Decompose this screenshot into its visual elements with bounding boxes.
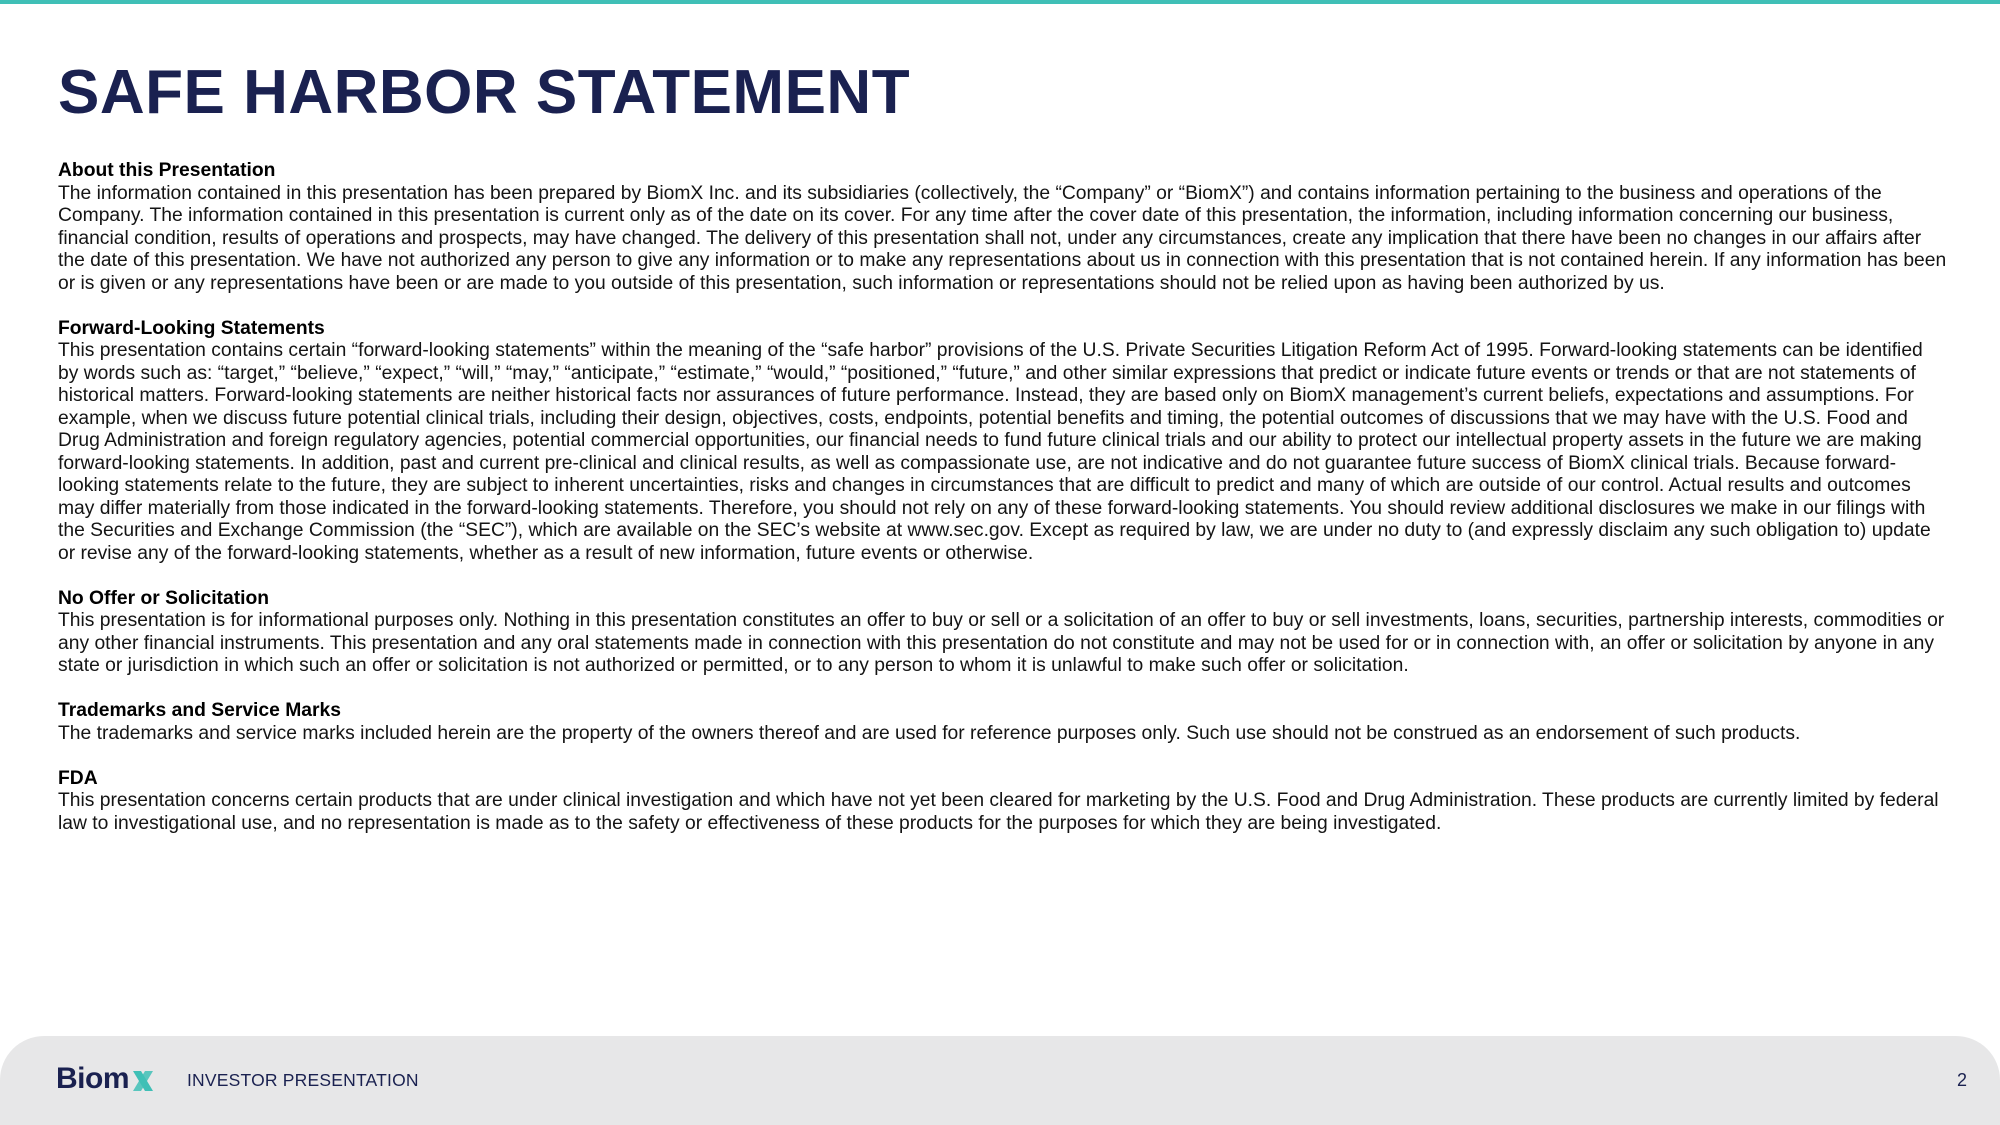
section-body: This presentation contains certain “forward-looking statements” within the meaning of the “safe harbor” provisions of the U.S. Private Securities Litigation Reform Act of 1995. Forward-looking statements can be identified by words such as: “target,” “believe,” “expect,” “will,” “may,” “anticipate,” “estimate,” “would,” “positioned,” “future,” and other similar expressions that predict or indicate future events or trends or that are not statements of historical matters. Forward-looking statements are neither historical facts nor assurances of future performance. Instead, they are based only on BiomX management’s current beliefs, expectations and assumptions. For example, when we discuss future potential clinical trials, including their design, objectives, costs, endpoints, potential benefits and timing, the potential outcomes of discussions that we may have with the U.S. Food and Drug Administration and foreign regulatory agencies, potential commercial opportunities, our financial needs to fund future clinical trials and our ability to protect our intellectual property assets in the future we are making forward-looking statements. In addition, past and current pre-clinical and clinical results, as well as compassionate use, are not indicative and do not guarantee future success of BiomX clinical trials. Because forward-looking statements relate to the future, they are subject to inherent uncertainties, risks and changes in circumstances that are difficult to predict and many of which are outside of our control. Actual results and outcomes may differ materially from those indicated in the forward-looking statements. Therefore, you should not rely on any of these forward-looking statements. You should review additional disclosures we make in our filings with the Securities and Exchange Commission (the “SEC”), which are available on the SEC’s website at www.sec.gov. Except as required by law, we are under no duty to (and expressly disclaim any such obligation to) update or revise any of the forward-looking statements, whether as a result of new information, future events or otherwise. bbox=[58, 340, 1931, 564]
page-number: 2 bbox=[1956, 1070, 1967, 1090]
page-title: SAFE HARBOR STATEMENT bbox=[58, 58, 911, 127]
section-body: This presentation is for informational purposes only. Nothing in this presentation constitutes an offer to buy or sell or a solicitation of an offer to buy or sell investments, loans, securities, partnership interests, commodities or any other financial instruments. This presentation and any oral statements made in connection with this presentation do not constitute and may not be used for or in connection with, an offer or solicitation by anyone in any state or jurisdiction in which such an offer or solicitation is not authorized or permitted, or to any person to whom it is unlawful to make such offer or solicitation. bbox=[58, 610, 1945, 676]
footer-bar bbox=[0, 1036, 2000, 1125]
section-no-offer bbox=[58, 588, 1948, 678]
x-mark-icon bbox=[130, 1068, 156, 1094]
section-heading: FDA bbox=[58, 767, 98, 789]
statement-content bbox=[58, 160, 1948, 858]
section-body: This presentation concerns certain products that are under clinical investigation and which have not yet been cleared for marketing by the U.S. Food and Drug Administration. These products are currently limited by federal law to investigational use, and no representation is made as to the safety or effectiveness of these products for the purposes for which they are being investigated. bbox=[58, 790, 1939, 834]
section-about-presentation bbox=[58, 160, 1948, 295]
biomx-logo bbox=[56, 1059, 156, 1099]
section-body: The information contained in this presentation has been prepared by BiomX Inc. and its subsidiaries (collectively, the “Company” or “BiomX”) and contains information pertaining to the business and operations of the Company. The information contained in this presentation is current only as of the date on its cover. For any time after the cover date of this presentation, the information, including information concerning our business, financial condition, results of operations and prospects, may have changed. The delivery of this presentation shall not, under any circumstances, create any implication that there have been no changes in our affairs after the date of this presentation. We have not authorized any person to give any information or to make any representations about us in connection with this presentation that is not contained herein. If any information has been or is given or any representations have been or are made to you outside of this presentation, such information or representations should not be relied upon as having been authorized by us. bbox=[58, 182, 1947, 294]
section-trademarks bbox=[58, 700, 1948, 745]
section-forward-looking-statements bbox=[58, 318, 1948, 566]
top-accent-rule bbox=[0, 0, 2000, 4]
section-body: The trademarks and service marks included herein are the property of the owners thereof and are used for reference purposes only. Such use should not be construed as an endorsement of such products. bbox=[58, 722, 1801, 744]
footer-label: INVESTOR PRESENTATION bbox=[187, 1070, 419, 1090]
logo-wordmark: Biom bbox=[56, 1062, 129, 1095]
section-heading: Trademarks and Service Marks bbox=[58, 700, 341, 721]
section-heading: No Offer or Solicitation bbox=[58, 587, 270, 609]
section-heading: Forward-Looking Statements bbox=[58, 317, 325, 339]
section-heading: About this Presentation bbox=[58, 160, 276, 181]
section-fda bbox=[58, 768, 1948, 836]
